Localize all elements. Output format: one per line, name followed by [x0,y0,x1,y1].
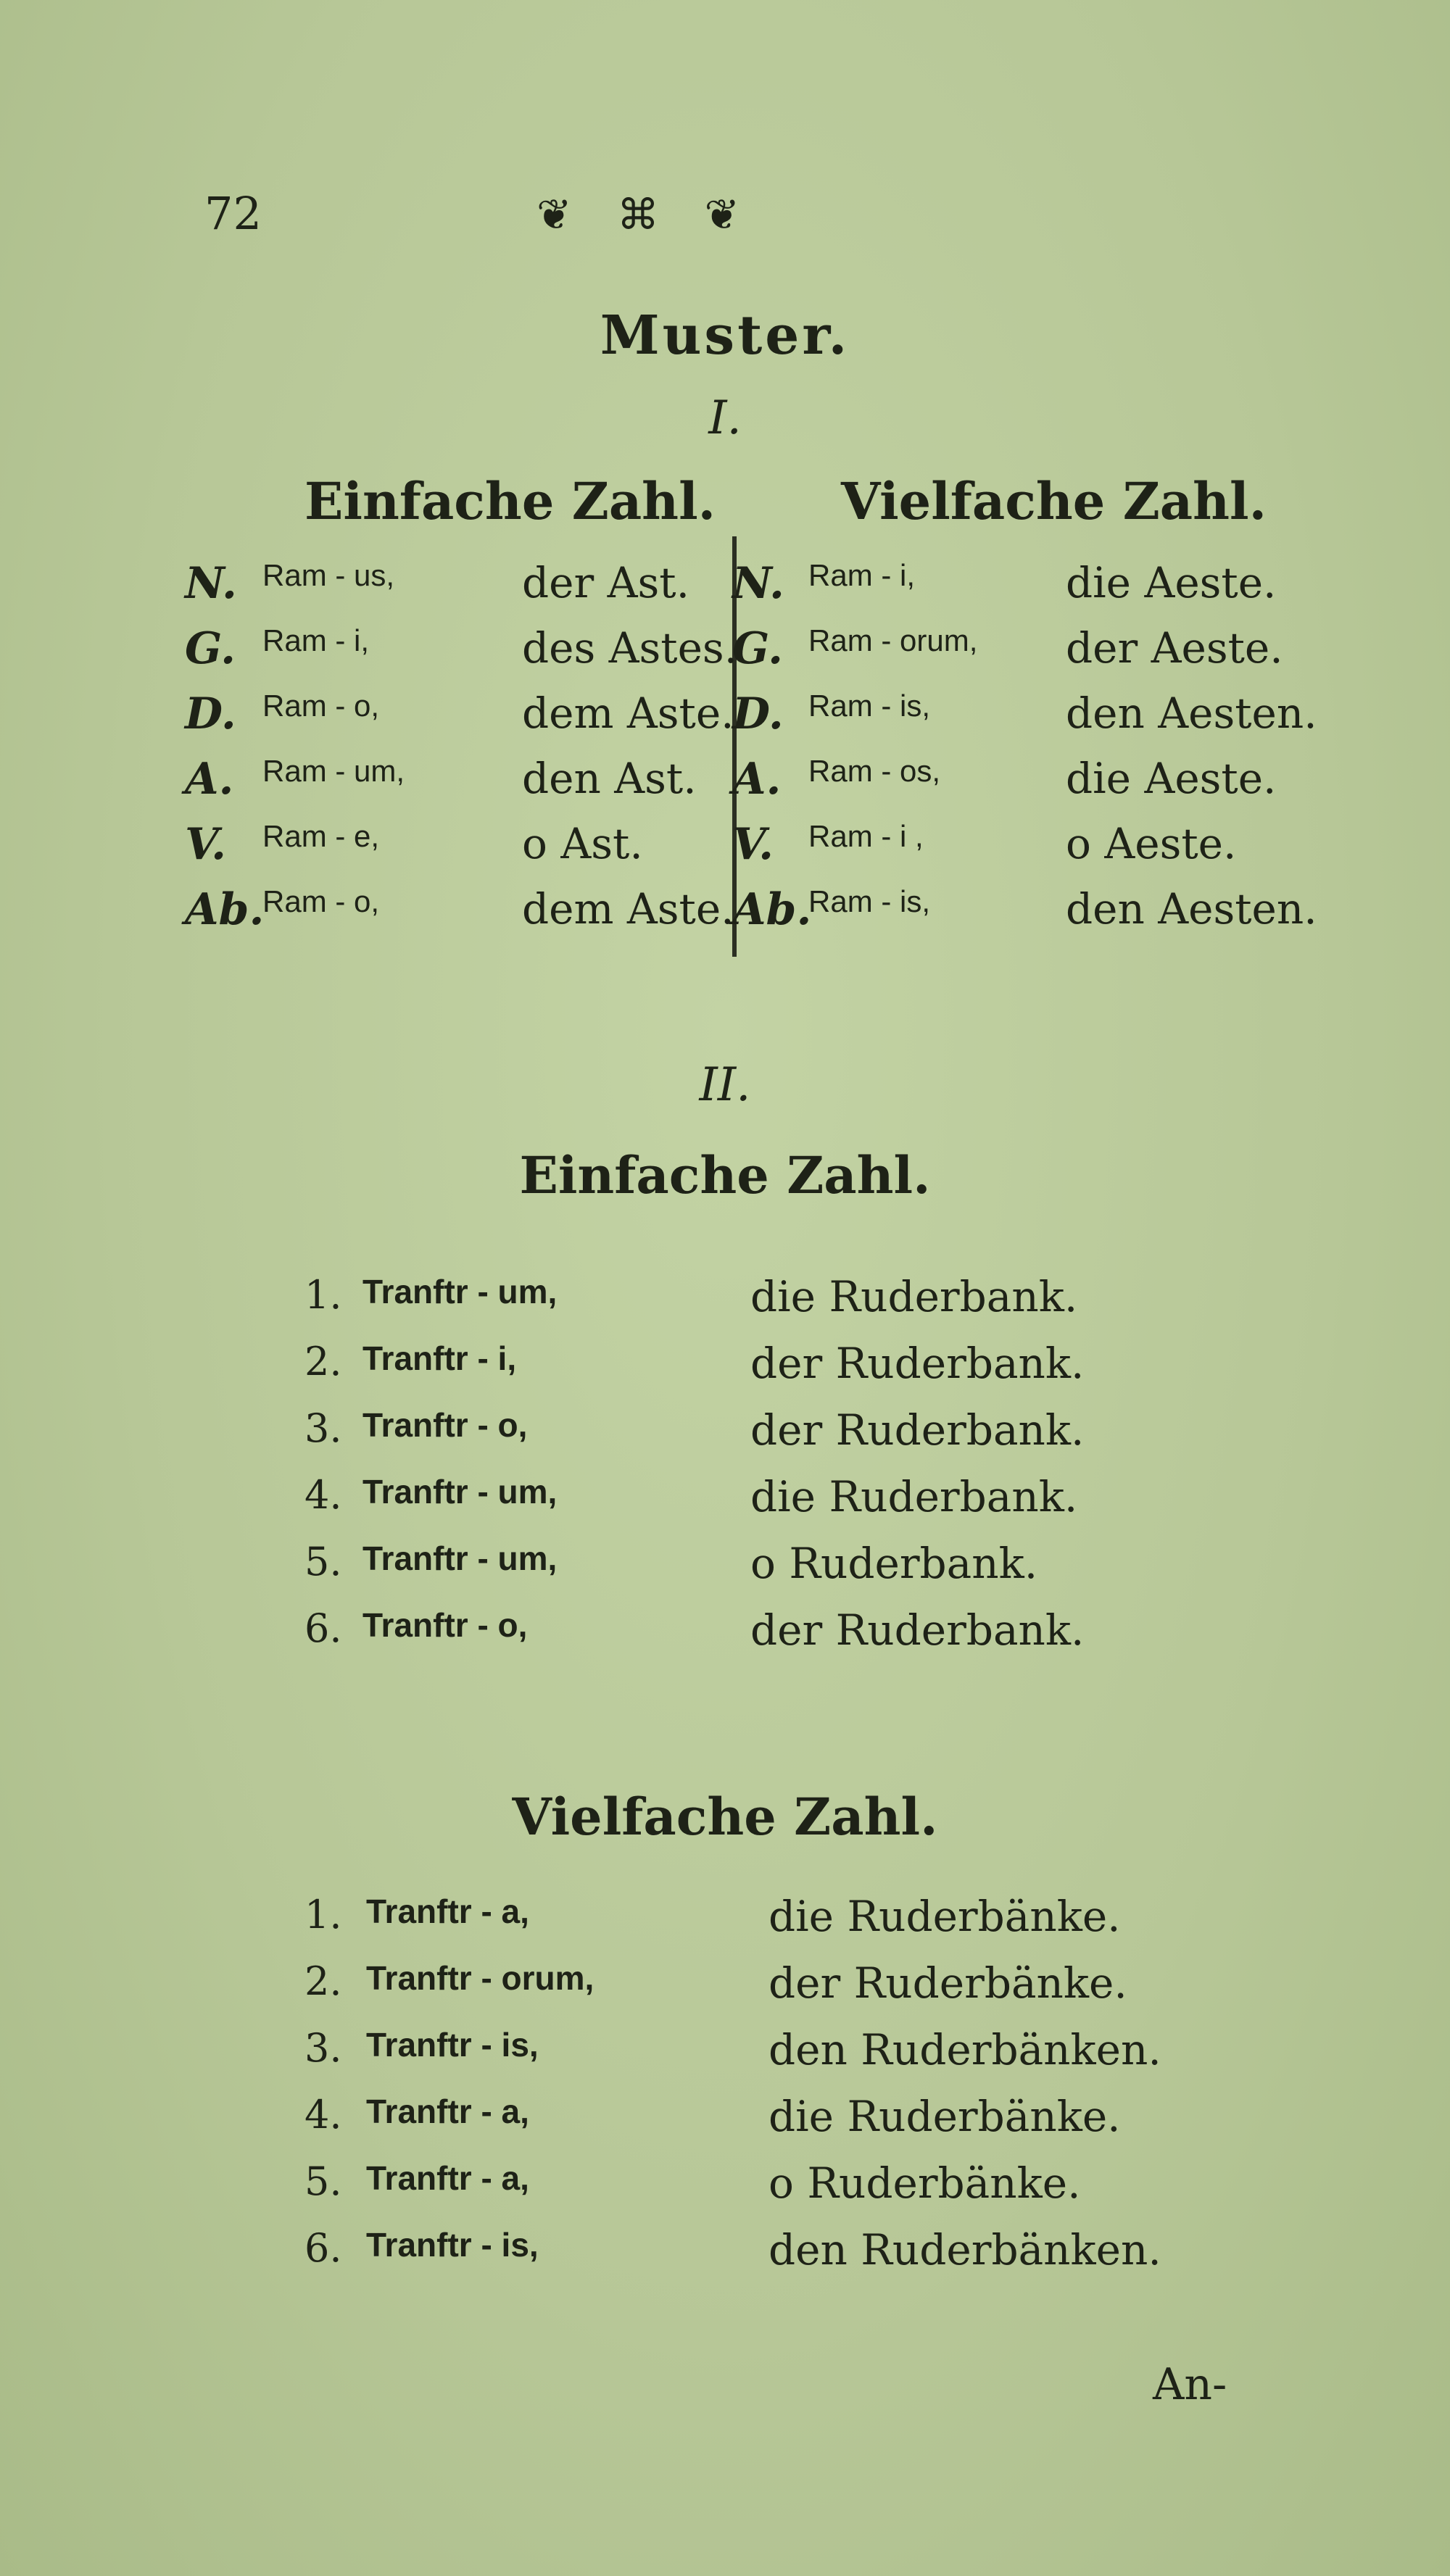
row-number: 6. [304,2225,342,2271]
latin-form: Tranftr - a, [366,2093,529,2130]
latin-form: Ram - o, [262,689,380,723]
german-form: der Ruderbänke. [768,1958,1127,2008]
latin-form: Ram - i, [808,558,915,592]
section-2-numeral: II. [699,1058,751,1112]
section-1-plural-header: Vielfache Zahl. [841,471,1267,531]
section-2-singular-header: Einfache Zahl. [519,1145,931,1205]
german-form: die Aeste. [1066,754,1277,803]
latin-form: Tranftr - o, [362,1406,528,1444]
table-row [0,1405,1450,1463]
header-ornament: ❦ ⌘ ❦ [536,190,756,239]
german-form: o Ast. [522,819,643,868]
row-number: 3. [304,1405,342,1451]
german-form: o Ruderbänke. [768,2159,1081,2208]
table-row [0,2225,1450,2283]
section-1-singular-header: Einfache Zahl. [304,471,716,531]
latin-form: Ram - orum, [808,623,978,657]
german-form: der Ruderbank. [750,1605,1085,1655]
table-row [0,2025,1450,2083]
german-form: der Aeste. [1066,623,1283,673]
latin-form: Tranftr - a, [366,2159,529,2197]
row-number: 1. [304,1272,342,1318]
case-mark: Ab. [732,884,812,935]
latin-form: Ram - i , [808,819,924,853]
latin-form: Tranftr - a, [366,1892,529,1930]
latin-form: Ram - i, [262,623,369,657]
case-mark: D. [185,689,236,739]
table-row [0,1339,1450,1397]
latin-form: Ram - is, [808,884,930,918]
case-mark: A. [185,754,234,805]
latin-form: Tranftr - is, [366,2026,539,2064]
row-number: 6. [304,1605,342,1651]
catchword: An- [1153,2359,1227,2410]
table-row [0,1958,1450,2016]
german-form: die Ruderbank. [750,1272,1078,1321]
latin-form: Tranftr - o, [362,1606,528,1644]
case-mark: V. [185,819,226,870]
table-row [0,1539,1450,1597]
german-form: die Aeste. [1066,558,1277,607]
table-row [0,689,1450,747]
table-row [0,819,1450,877]
latin-form: Tranftr - orum, [366,1959,594,1997]
german-form: der Ast. [522,558,690,607]
case-mark: D. [732,689,784,739]
table-row [0,884,1450,942]
case-mark: Ab. [185,884,265,935]
german-form: den Aesten. [1066,689,1317,738]
row-number: 2. [304,1339,342,1384]
latin-form: Ram - is, [808,689,930,723]
case-mark: G. [185,623,236,674]
latin-form: Ram - os, [808,754,941,788]
table-row [0,2159,1450,2216]
row-number: 1. [304,1892,342,1937]
table-row [0,623,1450,681]
row-number: 4. [304,1472,342,1518]
latin-form: Tranftr - is, [366,2226,539,2264]
page-title: Muster. [600,304,850,367]
german-form: den Ast. [522,754,697,803]
row-number: 4. [304,2092,342,2137]
table-row [0,1272,1450,1330]
german-form: dem Aste. [522,884,734,934]
german-form: dem Aste. [522,689,734,738]
german-form: den Ruderbänken. [768,2225,1161,2274]
case-mark: A. [732,754,782,805]
table-row [0,1892,1450,1950]
german-form: der Ruderbank. [750,1405,1085,1455]
latin-form: Ram - us, [262,558,395,592]
table-row [0,1472,1450,1530]
row-number: 5. [304,1539,342,1584]
latin-form: Ram - e, [262,819,380,853]
german-form: o Aeste. [1066,819,1237,868]
row-number: 3. [304,2025,342,2071]
row-number: 2. [304,1958,342,2004]
table-row [0,2092,1450,2150]
latin-form: Ram - o, [262,884,380,918]
table-row [0,754,1450,812]
row-number: 5. [304,2159,342,2204]
german-form: o Ruderbank. [750,1539,1038,1588]
latin-form: Tranftr - um, [362,1540,558,1577]
table-row [0,558,1450,616]
section-2-plural-header: Vielfache Zahl. [512,1787,938,1847]
case-mark: V. [732,819,774,870]
german-form: die Ruderbänke. [768,1892,1121,1941]
latin-form: Ram - um, [262,754,405,788]
table-row [0,1605,1450,1663]
german-form: den Aesten. [1066,884,1317,934]
latin-form: Tranftr - um, [362,1473,558,1511]
german-form: des Astes. [522,623,738,673]
section-1-numeral: I. [708,391,742,445]
german-form: die Ruderbank. [750,1472,1078,1521]
german-form: den Ruderbänken. [768,2025,1161,2074]
case-mark: N. [185,558,237,609]
case-mark: N. [732,558,784,609]
german-form: der Ruderbank. [750,1339,1085,1388]
latin-form: Tranftr - um, [362,1273,558,1310]
case-mark: G. [732,623,783,674]
latin-form: Tranftr - i, [362,1339,517,1377]
german-form: die Ruderbänke. [768,2092,1121,2141]
page-number: 72 [204,187,262,240]
